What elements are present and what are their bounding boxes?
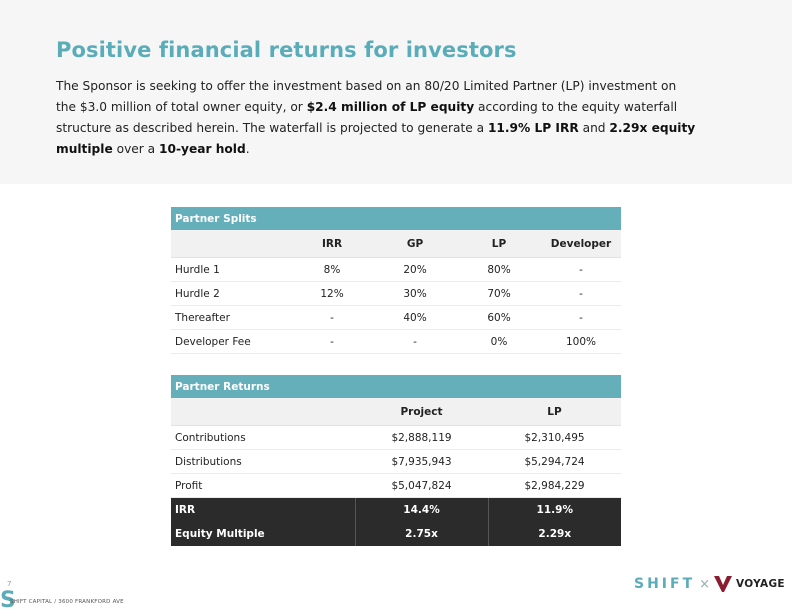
table-cell: 2.75x (355, 522, 488, 546)
column-header: Developer (541, 230, 621, 258)
table-cell: 0% (457, 330, 541, 354)
column-header: Project (355, 398, 488, 426)
table-cell: $5,294,724 (488, 450, 621, 474)
column-header: LP (488, 398, 621, 426)
intro-text-1: The Sponsor is seeking to offer the investment based on an 80/20 Limited Partner (LP) investment on the $3.0 million of total owner equity, or (56, 79, 677, 114)
table-row (171, 450, 621, 474)
table-cell: - (291, 306, 373, 330)
footer-address: SHIFT CAPITAL / 3600 FRANKFORD AVE (10, 599, 124, 605)
row-label: Distributions (171, 450, 355, 474)
page-title: Positive financial returns for investors (56, 38, 517, 62)
partner-splits-title: Partner Splits (171, 207, 621, 230)
intro-text-5: . (245, 142, 250, 156)
column-header: LP (457, 230, 541, 258)
table-row (171, 306, 621, 330)
table-cell: 30% (373, 282, 457, 306)
table-cell: 20% (373, 258, 457, 282)
table-cell: 12% (291, 282, 373, 306)
row-label: Hurdle 1 (171, 258, 291, 282)
table-cell: $2,888,119 (355, 426, 488, 450)
table-cell: 70% (457, 282, 541, 306)
summary-row-irr (171, 498, 621, 523)
column-header (171, 230, 291, 258)
voyage-v-icon (714, 576, 732, 592)
intro-text-2: according to the equity waterfall structure as described herein. The waterfall is projected to generate a (56, 100, 678, 135)
shift-logo: SHIFT (634, 576, 696, 592)
table-row (171, 330, 621, 354)
table-cell: 2.29x (488, 522, 621, 546)
row-label: Thereafter (171, 306, 291, 330)
voyage-logo: VOYAGE (736, 578, 785, 590)
table-cell: $7,935,943 (355, 450, 488, 474)
page-number: 7 (7, 580, 12, 588)
table-cell: - (373, 330, 457, 354)
table-cell: $2,984,229 (488, 474, 621, 498)
row-label: Contributions (171, 426, 355, 450)
table-row (171, 282, 621, 306)
table-cell: 14.4% (355, 498, 488, 523)
intro-bold-hold: 10-year hold (159, 142, 246, 156)
table-cell: $2,310,495 (488, 426, 621, 450)
row-label: Developer Fee (171, 330, 291, 354)
table-cell: $5,047,824 (355, 474, 488, 498)
row-label: Profit (171, 474, 355, 498)
row-label: Equity Multiple (171, 522, 355, 546)
table-row (171, 258, 621, 282)
table-cell: 11.9% (488, 498, 621, 523)
intro-bold-lp-equity: $2.4 million of LP equity (306, 100, 475, 114)
table-cell: 60% (457, 306, 541, 330)
partner-splits-table (171, 207, 621, 354)
partner-splits-column-headers (171, 230, 621, 258)
intro-text-3: and (578, 121, 610, 135)
table-cell: 40% (373, 306, 457, 330)
intro-bold-equity-multiple: 2.29x equity multiple (56, 121, 696, 156)
table-row (171, 474, 621, 498)
column-header: GP (373, 230, 457, 258)
table-cell: - (291, 330, 373, 354)
intro-paragraph (56, 76, 696, 160)
shift-s-logo: S (0, 588, 16, 613)
row-label: IRR (171, 498, 355, 523)
column-header: IRR (291, 230, 373, 258)
brand-logos (634, 574, 785, 594)
table-cell: - (541, 282, 621, 306)
partner-returns-table (171, 375, 621, 546)
table-cell: - (541, 306, 621, 330)
summary-row-equity-multiple (171, 522, 621, 546)
partner-returns-header (171, 375, 621, 398)
partner-returns-title: Partner Returns (171, 375, 621, 398)
table-cell: 80% (457, 258, 541, 282)
table-row (171, 426, 621, 450)
table-cell: - (541, 258, 621, 282)
table-cell: 8% (291, 258, 373, 282)
column-header (171, 398, 355, 426)
brand-separator: × (699, 576, 711, 592)
intro-bold-lp-irr: 11.9% LP IRR (487, 121, 579, 135)
table-cell: 100% (541, 330, 621, 354)
partner-returns-column-headers (171, 398, 621, 426)
intro-text-4: over a (112, 142, 160, 156)
row-label: Hurdle 2 (171, 282, 291, 306)
partner-splits-header (171, 207, 621, 230)
